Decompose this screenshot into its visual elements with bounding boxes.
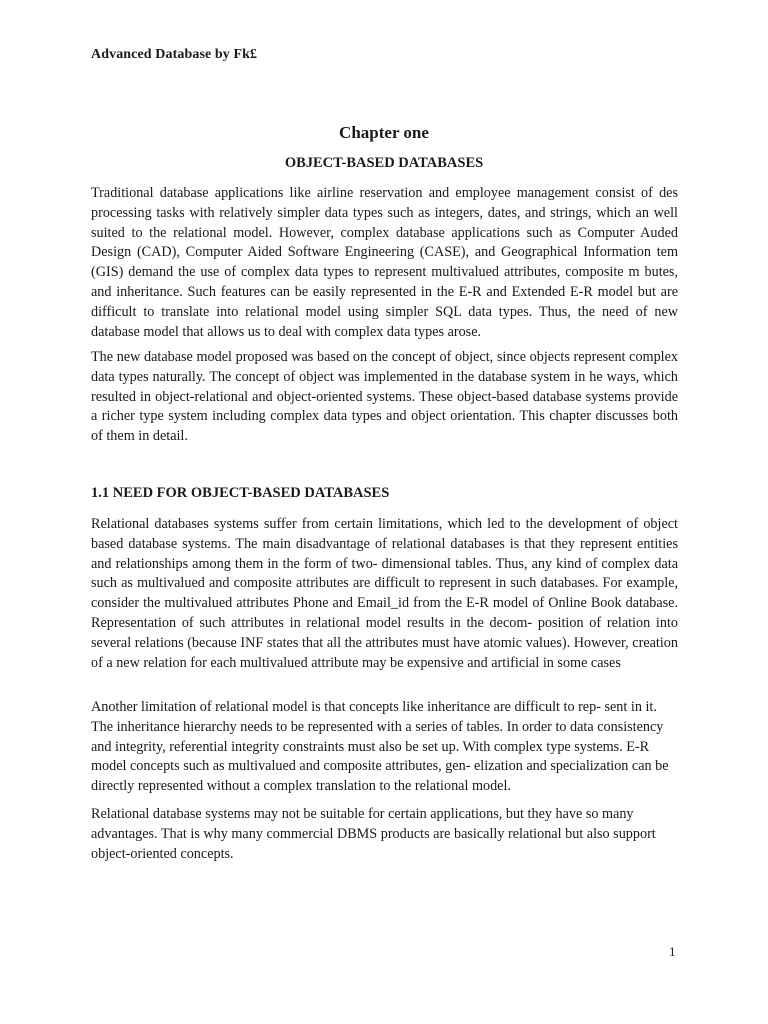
section-paragraph-2: Another limitation of relational model is that concepts like inheritance are difficult to rep- sent in it. The inheritance hierarchy needs to be represented with a series of tables. In order to data consistency and integrity, referential integrity constraints must also be set up. With complex type systems. E-R model concepts such as multivalued and composite attributes, gen- elization and specialization can be directly represented without a complex translation to the relational model. <box>91 699 669 795</box>
chapter-subtitle: OBJECT-BASED DATABASES <box>284 155 484 171</box>
section-paragraph-1: Relational databases systems suffer from certain limitations, which led to the development of object based database systems. The main disadvantage of relational databases is that they represent entities and relationships among them in the form of two- dimensional tables. Thus, any kind of complex data such as multivalued and composite attributes are difficult to represent in such databases. For example, consider the multivalued attributes Phone and Email_id from the E-R model of Online Book database. Representation of such attributes in relational model results in the decom- position of relation into several relations (because INF states that all the attributes must have atomic values). However, creation of a new relation for each multivalued attribute may be expensive and artificial in some cases <box>91 516 678 671</box>
section-heading: 1.1 NEED FOR OBJECT-BASED DATABASES <box>91 485 390 501</box>
intro-paragraph-1: Traditional database applications like airline reservation and employee management consist of des processing tasks with relatively simpler data types such as integers, dates, and strings, which an well suited to the relational model. However, complex database applications such as Computer Auded Design (CAD), Computer Aided Software Engineering (CASE), and Geographical Information tem (GIS) demand the use of complex data types to represent multivalued attributes, composite m butes, and inheritance. Such features can be easily represented in the E-R and Extended E-R model but are difficult to translate into relational model using simpler SQL data types. Thus, the need of new database model that allows us to deal with complex data types arose. <box>91 185 678 340</box>
page-number: 1 <box>669 944 676 959</box>
intro-paragraph-2: The new database model proposed was based on the concept of object, since objects represent complex data types naturally. The concept of object was implemented in the database system in he ways, which resulted in object-relational and object-oriented systems. These object-based database systems provide a richer type system including complex data types and object orientation. This chapter discusses both of them in detail. <box>91 349 678 445</box>
running-header: Advanced Database by Fk£ <box>91 47 258 62</box>
chapter-title: Chapter one <box>339 123 429 142</box>
section-paragraph-3: Relational database systems may not be suitable for certain applications, but they have so many advantages. That is why many commercial DBMS products are basically relational but also support object-oriented concepts. <box>91 806 656 862</box>
